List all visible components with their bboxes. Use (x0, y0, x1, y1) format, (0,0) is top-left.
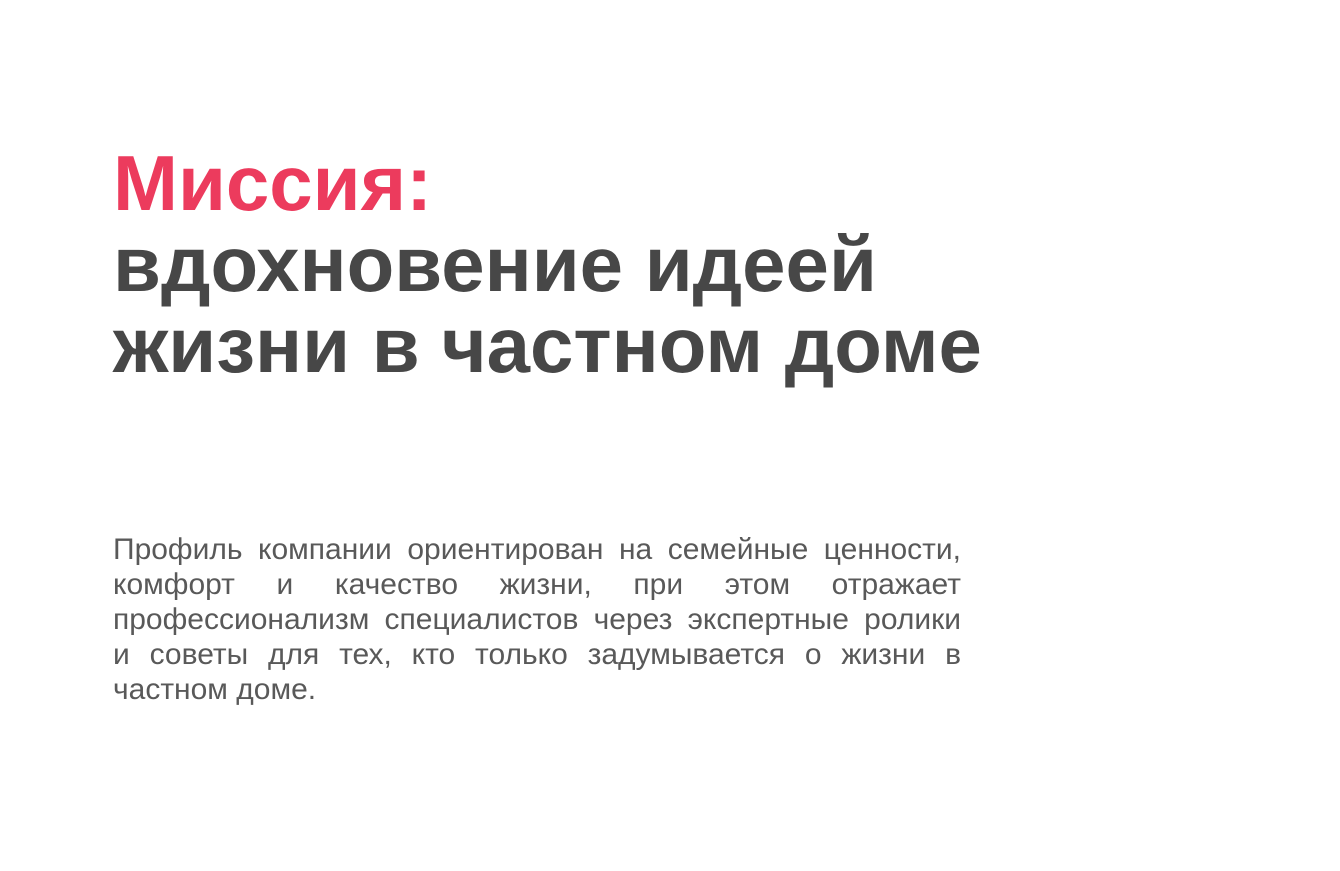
paragraph-line: частном доме. (113, 673, 317, 706)
paragraph-line: и советы для тех, кто только задумывается о жизни в (113, 638, 961, 671)
paragraph-line: комфорт и качество жизни, при этом отражает (113, 568, 961, 601)
mission-paragraph (113, 532, 961, 707)
mission-label: Миссия: (113, 139, 433, 227)
paragraph-line: профессионализм специалистов через экспертные ролики (113, 603, 961, 636)
mission-title-line-2: жизни в частном доме (113, 301, 982, 389)
mission-title-line-1: вдохновение идеей (113, 220, 877, 308)
slide-content (113, 139, 1013, 707)
paragraph-line: Профиль компании ориентирован на семейные ценности, (113, 533, 961, 566)
mission-title (113, 220, 1013, 389)
